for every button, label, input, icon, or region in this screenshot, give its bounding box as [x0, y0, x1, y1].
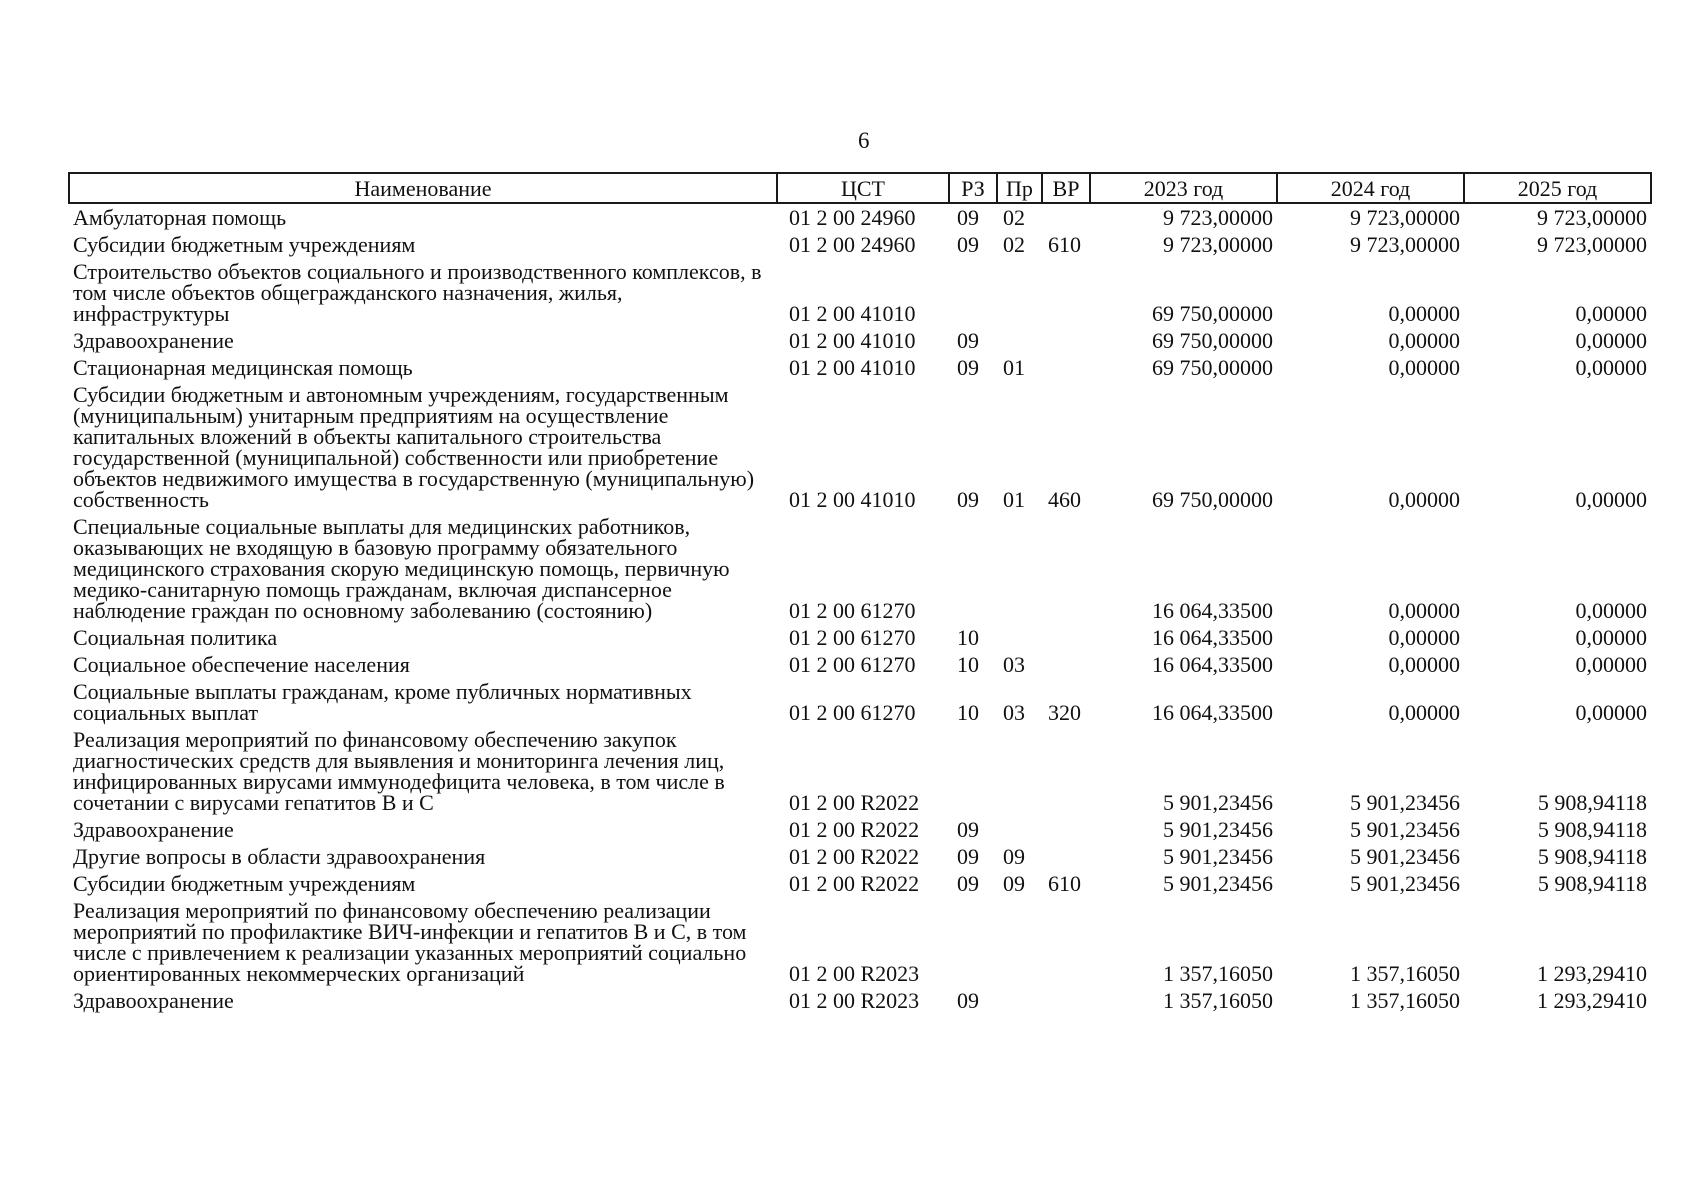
cell-rz: 09: [957, 355, 979, 380]
cell-name: Реализация мероприятий по финансовому обеспечению реализации мероприятий по профилактике ВИЧ-инфекции и гепатитов В и С, в том числе с привлечением к реализации указанных мероприятий социально ориентированных некоммерческих организаций: [73, 898, 747, 986]
cell-vr: 610: [1048, 232, 1081, 257]
cell-cst: 01 2 00 R2022: [789, 790, 920, 815]
cell-2023: 1 357,16050: [1163, 988, 1273, 1013]
cell-2024: 0,00000: [1388, 487, 1460, 512]
cell-2025: 5 908,94118: [1537, 844, 1647, 869]
cell-2023: 1 357,16050: [1163, 961, 1273, 986]
cell-rz: 09: [957, 817, 979, 842]
cell-cst: 01 2 00 41010: [789, 328, 916, 353]
cell-name: Здравоохранение: [73, 817, 234, 842]
cell-pr: 01: [1003, 487, 1025, 512]
cell-vr: 610: [1048, 871, 1081, 896]
cell-rz: 10: [957, 652, 979, 677]
cell-2024: 9 723,00000: [1350, 205, 1460, 230]
cell-rz: 09: [957, 871, 979, 896]
cell-2025: 5 908,94118: [1537, 817, 1647, 842]
table-row: [69, 354, 1651, 381]
cell-rz: 10: [957, 625, 979, 650]
cell-2023: 9 723,00000: [1163, 205, 1273, 230]
cell-vr: [1042, 258, 1090, 327]
table-row: [69, 987, 1651, 1014]
table-row: [69, 843, 1651, 870]
cell-cst: 01 2 00 41010: [789, 487, 916, 512]
table-row: [69, 327, 1651, 354]
cell-rz: 09: [957, 487, 979, 512]
cell-vr: [1042, 897, 1090, 987]
cell-2025: 9 723,00000: [1537, 205, 1647, 230]
budget-table: [68, 172, 1652, 1014]
table-row: [69, 624, 1651, 651]
cell-2025: 0,00000: [1575, 652, 1647, 677]
cell-vr: [1042, 327, 1090, 354]
cell-vr: [1042, 513, 1090, 624]
cell-name: Субсидии бюджетным учреждениям: [73, 232, 416, 257]
cell-cst: 01 2 00 41010: [789, 301, 916, 326]
cell-name: Социальная политика: [73, 625, 278, 650]
header-2025: 2025 год: [1464, 173, 1651, 203]
cell-2025: 0,00000: [1575, 487, 1647, 512]
cell-vr: [1042, 987, 1090, 1014]
cell-pr: 02: [1003, 205, 1025, 230]
cell-name: Реализация мероприятий по финансовому обеспечению закупок диагностических средств для выявления и мониторинга лечения лиц, инфицированных вирусами иммунодефицита человека, в том числе в сочетании с вирусами гепатитов В и С: [73, 727, 725, 815]
cell-pr: 02: [1003, 232, 1025, 257]
cell-2023: 16 064,33500: [1152, 652, 1273, 677]
cell-rz: 09: [957, 844, 979, 869]
table-row: [69, 897, 1651, 987]
header-cst: ЦСТ: [777, 173, 949, 203]
cell-vr: [1042, 816, 1090, 843]
cell-2025: 1 293,29410: [1537, 988, 1647, 1013]
cell-vr: [1042, 203, 1090, 231]
cell-name: Субсидии бюджетным учреждениям: [73, 871, 416, 896]
cell-2024: 5 901,23456: [1350, 844, 1460, 869]
cell-2024: 0,00000: [1388, 355, 1460, 380]
cell-2023: 5 901,23456: [1163, 844, 1273, 869]
table-row: [69, 651, 1651, 678]
cell-rz: 09: [957, 988, 979, 1013]
cell-name: Здравоохранение: [73, 328, 234, 353]
cell-vr: 460: [1048, 487, 1081, 512]
cell-pr: [997, 726, 1042, 816]
table-row: [69, 816, 1651, 843]
cell-2024: 9 723,00000: [1350, 232, 1460, 257]
cell-pr: [997, 897, 1042, 987]
cell-2023: 5 901,23456: [1163, 817, 1273, 842]
cell-2025: 0,00000: [1575, 355, 1647, 380]
cell-pr: [997, 987, 1042, 1014]
cell-vr: [1042, 354, 1090, 381]
cell-rz: [949, 258, 997, 327]
cell-name: Социальные выплаты гражданам, кроме публичных нормативных социальных выплат: [73, 679, 692, 725]
cell-pr: 09: [1003, 871, 1025, 896]
cell-rz: 10: [957, 700, 979, 725]
cell-2023: 69 750,00000: [1152, 328, 1273, 353]
cell-rz: 09: [957, 232, 979, 257]
cell-name: Строительство объектов социального и производственного комплексов, в том числе объектов общегражданского назначения, жилья, инфраструктуры: [73, 259, 762, 326]
cell-cst: 01 2 00 41010: [789, 355, 916, 380]
cell-rz: 09: [957, 205, 979, 230]
cell-rz: [949, 726, 997, 816]
cell-vr: [1042, 843, 1090, 870]
cell-2024: 1 357,16050: [1350, 961, 1460, 986]
cell-cst: 01 2 00 R2022: [789, 817, 920, 842]
cell-2024: 0,00000: [1388, 301, 1460, 326]
cell-cst: 01 2 00 61270: [789, 652, 916, 677]
cell-2023: 16 064,33500: [1152, 700, 1273, 725]
header-rz: РЗ: [949, 173, 997, 203]
cell-2024: 5 901,23456: [1350, 790, 1460, 815]
cell-2023: 9 723,00000: [1163, 232, 1273, 257]
cell-2025: 5 908,94118: [1537, 871, 1647, 896]
cell-pr: [997, 327, 1042, 354]
cell-2024: 5 901,23456: [1350, 871, 1460, 896]
cell-2025: 1 293,29410: [1537, 961, 1647, 986]
table-row: [69, 231, 1651, 258]
cell-2024: 1 357,16050: [1350, 988, 1460, 1013]
table-row: [69, 726, 1651, 816]
header-2024: 2024 год: [1277, 173, 1464, 203]
cell-vr: [1042, 651, 1090, 678]
cell-2023: 16 064,33500: [1152, 625, 1273, 650]
cell-2023: 5 901,23456: [1163, 871, 1273, 896]
cell-2024: 0,00000: [1388, 598, 1460, 623]
table-row: [69, 203, 1651, 231]
header-vr: ВР: [1042, 173, 1090, 203]
table-row: [69, 258, 1651, 327]
cell-2025: 9 723,00000: [1537, 232, 1647, 257]
cell-2023: 69 750,00000: [1152, 487, 1273, 512]
table-row: [69, 513, 1651, 624]
cell-name: Другие вопросы в области здравоохранения: [73, 844, 486, 869]
cell-pr: [997, 624, 1042, 651]
cell-pr: [997, 513, 1042, 624]
header-name: Наименование: [69, 173, 777, 203]
cell-cst: 01 2 00 R2022: [789, 844, 920, 869]
cell-2024: 0,00000: [1388, 625, 1460, 650]
cell-name: Социальное обеспечение населения: [73, 652, 410, 677]
cell-pr: 01: [1003, 355, 1025, 380]
cell-rz: [949, 513, 997, 624]
cell-2024: 5 901,23456: [1350, 817, 1460, 842]
cell-vr: [1042, 726, 1090, 816]
header-2023: 2023 год: [1090, 173, 1277, 203]
cell-2023: 16 064,33500: [1152, 598, 1273, 623]
cell-name: Здравоохранение: [73, 988, 234, 1013]
cell-2023: 69 750,00000: [1152, 301, 1273, 326]
cell-cst: 01 2 00 R2023: [789, 988, 920, 1013]
cell-cst: 01 2 00 24960: [789, 205, 916, 230]
cell-vr: [1042, 624, 1090, 651]
cell-name: Специальные социальные выплаты для медицинских работников, оказывающих не входящую в базовую программу обязательного медицинского страхования скорую медицинскую помощь, первичную медико-санитарную помощь гражданам, включая диспансерное наблюдение граждан по основному заболеванию (состоянию): [73, 514, 730, 623]
cell-2023: 69 750,00000: [1152, 355, 1273, 380]
cell-rz: [949, 897, 997, 987]
cell-pr: [997, 258, 1042, 327]
cell-name: Стационарная медицинская помощь: [73, 355, 413, 380]
cell-pr: [997, 816, 1042, 843]
table-row: [69, 678, 1651, 726]
cell-cst: 01 2 00 61270: [789, 700, 916, 725]
cell-2023: 5 901,23456: [1163, 790, 1273, 815]
cell-2025: 0,00000: [1575, 625, 1647, 650]
table-row: [69, 870, 1651, 897]
cell-2025: 0,00000: [1575, 301, 1647, 326]
cell-pr: 09: [1003, 844, 1025, 869]
cell-cst: 01 2 00 61270: [789, 598, 916, 623]
cell-pr: 03: [1003, 652, 1025, 677]
cell-pr: 03: [1003, 700, 1025, 725]
cell-2024: 0,00000: [1388, 652, 1460, 677]
cell-2025: 0,00000: [1575, 700, 1647, 725]
cell-cst: 01 2 00 24960: [789, 232, 916, 257]
table-body: [69, 203, 1651, 1014]
table-header: [69, 173, 1651, 203]
cell-cst: 01 2 00 R2022: [789, 871, 920, 896]
cell-2024: 0,00000: [1388, 328, 1460, 353]
cell-2025: 0,00000: [1575, 598, 1647, 623]
cell-cst: 01 2 00 61270: [789, 625, 916, 650]
cell-name: Амбулаторная помощь: [73, 205, 287, 230]
cell-cst: 01 2 00 R2023: [789, 961, 920, 986]
cell-vr: 320: [1048, 700, 1081, 725]
cell-2024: 0,00000: [1388, 700, 1460, 725]
cell-2025: 5 908,94118: [1537, 790, 1647, 815]
header-pr: Пр: [997, 173, 1042, 203]
table-row: [69, 381, 1651, 513]
cell-2025: 0,00000: [1575, 328, 1647, 353]
cell-rz: 09: [957, 328, 979, 353]
page-number: 6: [858, 128, 870, 153]
cell-name: Субсидии бюджетным и автономным учреждениям, государственным (муниципальным) унитарным предприятиям на осуществление капитальных вложений в объекты капитального строительства государственной (муниципальной) собственности или приобретение объектов недвижимого имущества в государственную (муниципальную) собственность: [73, 382, 755, 512]
